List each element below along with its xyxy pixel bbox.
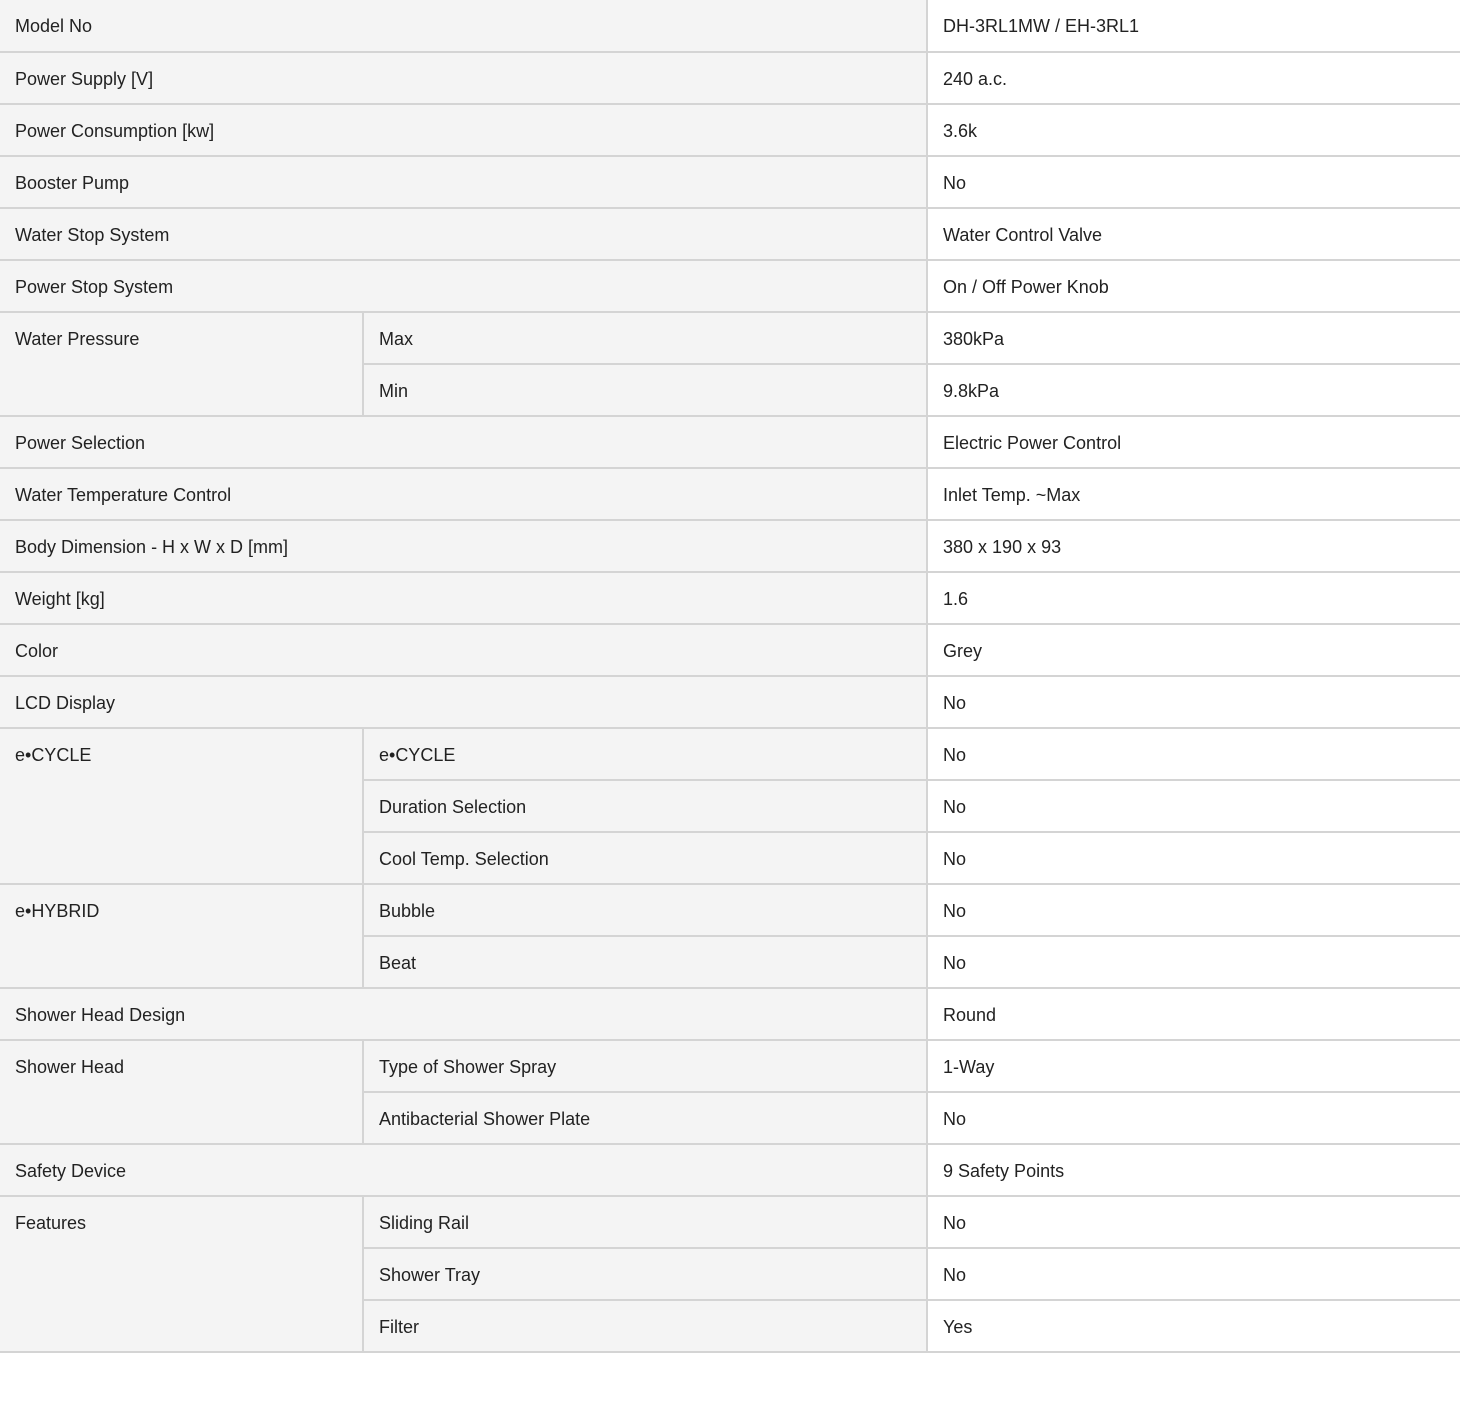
table-row — [0, 884, 1460, 936]
spec-sub-label: Max — [363, 312, 927, 364]
table-row — [0, 1040, 1460, 1092]
spec-value: 9 Safety Points — [927, 1144, 1460, 1196]
spec-value: Water Control Valve — [927, 208, 1460, 260]
spec-sub-label: Min — [363, 364, 927, 416]
spec-value: No — [927, 1248, 1460, 1300]
spec-sub-label: Filter — [363, 1300, 927, 1352]
spec-value: Inlet Temp. ~Max — [927, 468, 1460, 520]
spec-value: No — [927, 1092, 1460, 1144]
spec-value: No — [927, 156, 1460, 208]
table-row — [0, 468, 1460, 520]
spec-value: No — [927, 832, 1460, 884]
table-row — [0, 260, 1460, 312]
spec-value: 380 x 190 x 93 — [927, 520, 1460, 572]
spec-value: 240 a.c. — [927, 52, 1460, 104]
spec-label: LCD Display — [0, 676, 927, 728]
spec-value: Electric Power Control — [927, 416, 1460, 468]
spec-value: No — [927, 884, 1460, 936]
spec-value: Yes — [927, 1300, 1460, 1352]
table-row — [0, 624, 1460, 676]
table-row — [0, 104, 1460, 156]
spec-value: 1-Way — [927, 1040, 1460, 1092]
spec-sub-label: Sliding Rail — [363, 1196, 927, 1248]
spec-sub-label: Duration Selection — [363, 780, 927, 832]
table-row — [0, 312, 1460, 364]
table-row — [0, 0, 1460, 52]
table-row — [0, 416, 1460, 468]
spec-label: Power Supply [V] — [0, 52, 927, 104]
spec-value: No — [927, 728, 1460, 780]
spec-sub-label: Antibacterial Shower Plate — [363, 1092, 927, 1144]
spec-sub-label: Shower Tray — [363, 1248, 927, 1300]
spec-value: Grey — [927, 624, 1460, 676]
spec-label: Power Selection — [0, 416, 927, 468]
spec-label: Safety Device — [0, 1144, 927, 1196]
spec-group-label: e•CYCLE — [0, 728, 363, 884]
spec-value: 1.6 — [927, 572, 1460, 624]
spec-label: Booster Pump — [0, 156, 927, 208]
table-row — [0, 52, 1460, 104]
spec-sub-label: Bubble — [363, 884, 927, 936]
spec-sub-label: Cool Temp. Selection — [363, 832, 927, 884]
spec-label: Power Stop System — [0, 260, 927, 312]
table-row — [0, 572, 1460, 624]
spec-value: No — [927, 780, 1460, 832]
spec-label: Shower Head Design — [0, 988, 927, 1040]
table-row — [0, 1144, 1460, 1196]
spec-value: 3.6k — [927, 104, 1460, 156]
spec-group-label: e•HYBRID — [0, 884, 363, 988]
spec-label: Power Consumption [kw] — [0, 104, 927, 156]
table-row — [0, 728, 1460, 780]
spec-group-label: Shower Head — [0, 1040, 363, 1144]
spec-value: On / Off Power Knob — [927, 260, 1460, 312]
spec-value: 9.8kPa — [927, 364, 1460, 416]
spec-value: DH-3RL1MW / EH-3RL1 — [927, 0, 1460, 52]
spec-sub-label: e•CYCLE — [363, 728, 927, 780]
spec-label: Body Dimension - H x W x D [mm] — [0, 520, 927, 572]
table-row — [0, 1196, 1460, 1248]
table-row — [0, 988, 1460, 1040]
spec-sub-label: Type of Shower Spray — [363, 1040, 927, 1092]
spec-value: 380kPa — [927, 312, 1460, 364]
table-row — [0, 520, 1460, 572]
spec-sub-label: Beat — [363, 936, 927, 988]
spec-label: Weight [kg] — [0, 572, 927, 624]
spec-value: No — [927, 936, 1460, 988]
spec-value: No — [927, 676, 1460, 728]
table-row — [0, 208, 1460, 260]
spec-label: Model No — [0, 0, 927, 52]
spec-group-label: Water Pressure — [0, 312, 363, 416]
table-row — [0, 676, 1460, 728]
spec-value: No — [927, 1196, 1460, 1248]
spec-value: Round — [927, 988, 1460, 1040]
spec-label: Water Temperature Control — [0, 468, 927, 520]
spec-group-label: Features — [0, 1196, 363, 1352]
spec-label: Water Stop System — [0, 208, 927, 260]
table-row — [0, 156, 1460, 208]
spec-label: Color — [0, 624, 927, 676]
